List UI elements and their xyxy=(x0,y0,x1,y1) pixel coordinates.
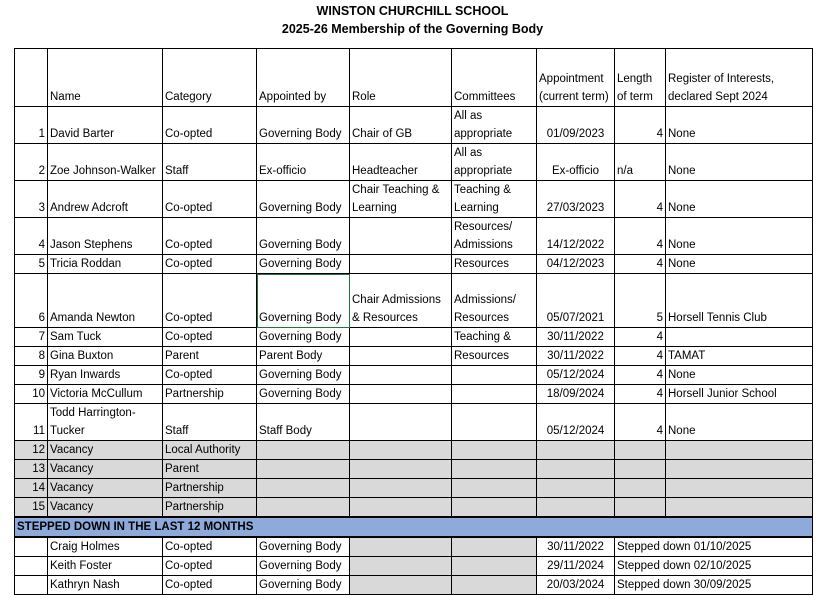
school-title: WINSTON CHURCHILL SCHOOL xyxy=(316,4,509,18)
vacancy-number-cell[interactable]: 15 xyxy=(15,498,48,518)
member-appointed-by-cell[interactable]: Governing Body xyxy=(257,328,350,347)
vacancy-empty-cell[interactable] xyxy=(452,479,537,498)
member-appointment-cell[interactable]: 18/09/2024 xyxy=(537,385,615,404)
member-number-cell[interactable]: 6 xyxy=(15,274,48,328)
vacancy-empty-cell[interactable] xyxy=(537,479,615,498)
stepped-down-appointment-cell[interactable]: 30/11/2022 xyxy=(537,537,615,557)
vacancy-empty-cell[interactable] xyxy=(615,460,666,479)
sheet-subtitle: 2025-26 Membership of the Governing Body xyxy=(281,22,544,36)
vacancy-empty-cell[interactable] xyxy=(615,441,666,460)
member-appointment-cell[interactable]: 30/11/2022 xyxy=(537,347,615,366)
vacancy-empty-cell[interactable] xyxy=(537,441,615,460)
stepped-down-status-cell[interactable]: Stepped down 02/10/2025 xyxy=(615,557,813,576)
member-length-cell[interactable]: 4 xyxy=(615,347,666,366)
member-role-cell[interactable] xyxy=(350,404,452,441)
member-appointment-cell[interactable]: 05/12/2024 xyxy=(537,404,615,441)
member-category-cell[interactable]: Co-opted xyxy=(163,328,257,347)
member-role-cell[interactable] xyxy=(350,218,452,255)
header-row xyxy=(15,49,813,107)
member-row xyxy=(15,181,813,218)
member-committees-cell[interactable] xyxy=(452,385,537,404)
stepped-down-appointment-cell[interactable]: 29/11/2024 xyxy=(537,557,615,576)
member-category-cell[interactable]: Co-opted xyxy=(163,181,257,218)
stepped-down-appointed-by-cell[interactable]: Governing Body xyxy=(257,557,350,576)
member-interests-cell[interactable]: Horsell Tennis Club xyxy=(666,274,813,328)
stepped-down-row xyxy=(15,576,813,595)
stepped-down-status-cell[interactable]: Stepped down 30/09/2025 xyxy=(615,576,813,595)
stepped-down-category-cell[interactable]: Co-opted xyxy=(163,537,257,557)
vacancy-category-cell[interactable]: Partnership xyxy=(163,479,257,498)
vacancy-empty-cell[interactable] xyxy=(257,441,350,460)
vacancy-number-cell[interactable]: 13 xyxy=(15,460,48,479)
stepped-down-category-cell[interactable]: Co-opted xyxy=(163,576,257,595)
stepped-down-committees-cell[interactable] xyxy=(452,576,537,595)
member-role-cell[interactable] xyxy=(350,366,452,385)
member-row xyxy=(15,107,813,144)
vacancy-category-cell[interactable]: Parent xyxy=(163,460,257,479)
vacancy-name-cell[interactable]: Vacancy xyxy=(48,498,163,518)
member-committees-cell[interactable]: Resources xyxy=(452,255,537,274)
member-appointed-by-cell[interactable]: Governing Body xyxy=(257,218,350,255)
appointment-header-cell[interactable]: Appointment (current term) xyxy=(537,49,615,107)
member-role-cell[interactable]: Chair Admissions & Resources xyxy=(350,274,452,328)
member-row xyxy=(15,404,813,441)
member-length-cell[interactable]: n/a xyxy=(615,144,666,181)
member-appointed-by-cell[interactable]: Staff Body xyxy=(257,404,350,441)
member-category-cell[interactable]: Co-opted xyxy=(163,274,257,328)
member-category-cell[interactable]: Co-opted xyxy=(163,107,257,144)
vacancy-number-cell[interactable]: 12 xyxy=(15,441,48,460)
member-category-cell[interactable]: Parent xyxy=(163,347,257,366)
vacancy-empty-cell[interactable] xyxy=(257,479,350,498)
member-name-cell[interactable]: Jason Stephens xyxy=(48,218,163,255)
member-row xyxy=(15,144,813,181)
member-committees-cell[interactable] xyxy=(452,404,537,441)
vacancy-name-cell[interactable]: Vacancy xyxy=(48,460,163,479)
vacancy-name-cell[interactable]: Vacancy xyxy=(48,441,163,460)
member-role-cell[interactable] xyxy=(350,328,452,347)
member-interests-cell[interactable]: None xyxy=(666,366,813,385)
vacancy-number-cell[interactable]: 14 xyxy=(15,479,48,498)
stepped-down-name-cell[interactable]: Craig Holmes xyxy=(48,537,163,557)
member-number-cell[interactable]: 11 xyxy=(15,404,48,441)
member-name-cell[interactable]: Tricia Roddan xyxy=(48,255,163,274)
member-interests-cell[interactable]: TAMAT xyxy=(666,347,813,366)
member-length-cell[interactable]: 4 xyxy=(615,181,666,218)
governing-body-table xyxy=(14,48,813,595)
member-appointed-by-cell[interactable]: Governing Body xyxy=(257,181,350,218)
member-role-cell[interactable]: Chair Teaching & Learning xyxy=(350,181,452,218)
member-appointed-by-cell[interactable]: Governing Body xyxy=(257,255,350,274)
member-role-cell[interactable]: Chair of GB xyxy=(350,107,452,144)
member-name-cell[interactable]: Zoe Johnson-Walker xyxy=(48,144,163,181)
stepped-down-committees-cell[interactable] xyxy=(452,537,537,557)
vacancy-empty-cell[interactable] xyxy=(537,460,615,479)
member-row xyxy=(15,347,813,366)
vacancy-empty-cell[interactable] xyxy=(666,479,813,498)
member-category-cell[interactable]: Co-opted xyxy=(163,218,257,255)
member-committees-cell[interactable]: Teaching & xyxy=(452,328,537,347)
member-appointed-by-cell[interactable]: Ex-officio xyxy=(257,144,350,181)
vacancy-row xyxy=(15,498,813,518)
member-number-cell[interactable]: 10 xyxy=(15,385,48,404)
member-appointed-by-cell[interactable]: Governing Body xyxy=(257,274,350,328)
vacancy-empty-cell[interactable] xyxy=(615,498,666,518)
member-name-cell[interactable]: Andrew Adcroft xyxy=(48,181,163,218)
vacancy-category-cell[interactable]: Partnership xyxy=(163,498,257,518)
stepped-down-role-cell[interactable] xyxy=(350,576,452,595)
member-role-cell[interactable] xyxy=(350,385,452,404)
member-category-cell[interactable]: Staff xyxy=(163,404,257,441)
vacancy-row xyxy=(15,441,813,460)
member-appointment-cell[interactable]: 05/07/2021 xyxy=(537,274,615,328)
member-length-cell[interactable]: 4 xyxy=(615,404,666,441)
stepped-down-number-cell[interactable] xyxy=(15,576,48,595)
member-committees-cell[interactable]: Teaching & Learning xyxy=(452,181,537,218)
member-length-cell[interactable]: 4 xyxy=(615,385,666,404)
vacancy-empty-cell[interactable] xyxy=(350,460,452,479)
member-category-cell[interactable]: Partnership xyxy=(163,385,257,404)
member-interests-cell[interactable]: Horsell Junior School xyxy=(666,385,813,404)
member-category-cell[interactable]: Staff xyxy=(163,144,257,181)
member-interests-cell[interactable] xyxy=(666,328,813,347)
committees-header-cell[interactable]: Committees xyxy=(452,49,537,107)
member-name-cell[interactable]: Gina Buxton xyxy=(48,347,163,366)
member-committees-cell[interactable]: Admissions/ Resources xyxy=(452,274,537,328)
interests-header-cell[interactable]: Register of Interests, declared Sept 2024 xyxy=(666,49,813,107)
member-interests-cell[interactable]: None xyxy=(666,144,813,181)
stepped-down-heading[interactable]: STEPPED DOWN IN THE LAST 12 MONTHS xyxy=(15,517,813,537)
member-appointment-cell[interactable]: 01/09/2023 xyxy=(537,107,615,144)
member-number-cell[interactable]: 8 xyxy=(15,347,48,366)
vacancy-empty-cell[interactable] xyxy=(350,441,452,460)
vacancy-empty-cell[interactable] xyxy=(452,460,537,479)
member-length-cell[interactable]: 4 xyxy=(615,255,666,274)
member-category-cell[interactable]: Co-opted xyxy=(163,366,257,385)
member-appointment-cell[interactable]: 27/03/2023 xyxy=(537,181,615,218)
member-appointed-by-cell[interactable]: Governing Body xyxy=(257,107,350,144)
member-length-cell[interactable]: 4 xyxy=(615,218,666,255)
vacancy-row xyxy=(15,479,813,498)
member-appointment-cell[interactable]: 14/12/2022 xyxy=(537,218,615,255)
member-interests-cell[interactable]: None xyxy=(666,404,813,441)
member-length-cell[interactable]: 4 xyxy=(615,107,666,144)
member-length-cell[interactable]: 4 xyxy=(615,366,666,385)
member-number-cell[interactable]: 4 xyxy=(15,218,48,255)
member-role-cell[interactable] xyxy=(350,255,452,274)
member-committees-cell[interactable] xyxy=(452,366,537,385)
member-appointment-cell[interactable]: Ex-officio xyxy=(537,144,615,181)
member-length-cell[interactable]: 5 xyxy=(615,274,666,328)
member-appointed-by-cell[interactable]: Governing Body xyxy=(257,385,350,404)
member-row xyxy=(15,328,813,347)
vacancy-name-cell[interactable]: Vacancy xyxy=(48,479,163,498)
member-row xyxy=(15,218,813,255)
role-header-cell[interactable]: Role xyxy=(350,49,452,107)
vacancy-empty-cell[interactable] xyxy=(350,479,452,498)
member-committees-cell[interactable]: All as appropriate xyxy=(452,144,537,181)
stepped-down-row xyxy=(15,537,813,557)
stepped-down-name-cell[interactable]: Keith Foster xyxy=(48,557,163,576)
category-header-cell[interactable]: Category xyxy=(163,49,257,107)
member-committees-cell[interactable]: All as appropriate xyxy=(452,107,537,144)
member-category-cell[interactable]: Co-opted xyxy=(163,255,257,274)
number-header-cell[interactable] xyxy=(15,49,48,107)
vacancy-empty-cell[interactable] xyxy=(666,441,813,460)
member-appointment-cell[interactable]: 30/11/2022 xyxy=(537,328,615,347)
member-appointed-by-cell[interactable]: Parent Body xyxy=(257,347,350,366)
member-row xyxy=(15,255,813,274)
member-appointment-cell[interactable]: 04/12/2023 xyxy=(537,255,615,274)
member-number-cell[interactable]: 2 xyxy=(15,144,48,181)
member-interests-cell[interactable]: None xyxy=(666,107,813,144)
member-name-cell[interactable]: Amanda Newton xyxy=(48,274,163,328)
vacancy-empty-cell[interactable] xyxy=(666,460,813,479)
member-interests-cell[interactable]: None xyxy=(666,255,813,274)
name-header-cell[interactable]: Name xyxy=(48,49,163,107)
stepped-down-role-cell[interactable] xyxy=(350,537,452,557)
member-number-cell[interactable]: 5 xyxy=(15,255,48,274)
vacancy-empty-cell[interactable] xyxy=(350,498,452,518)
member-length-cell[interactable]: 4 xyxy=(615,328,666,347)
member-name-cell[interactable]: David Barter xyxy=(48,107,163,144)
stepped-down-number-cell[interactable] xyxy=(15,557,48,576)
member-role-cell[interactable]: Headteacher xyxy=(350,144,452,181)
length-header-cell[interactable]: Length of term xyxy=(615,49,666,107)
member-row xyxy=(15,366,813,385)
stepped-down-category-cell[interactable]: Co-opted xyxy=(163,557,257,576)
stepped-down-name-cell[interactable]: Kathryn Nash xyxy=(48,576,163,595)
member-committees-cell[interactable]: Resources/ Admissions xyxy=(452,218,537,255)
stepped-down-role-cell[interactable] xyxy=(350,557,452,576)
member-appointed-by-cell[interactable]: Governing Body xyxy=(257,366,350,385)
member-interests-cell[interactable]: None xyxy=(666,181,813,218)
member-number-cell[interactable]: 9 xyxy=(15,366,48,385)
stepped-down-appointed-by-cell[interactable]: Governing Body xyxy=(257,576,350,595)
vacancy-empty-cell[interactable] xyxy=(537,498,615,518)
member-name-cell[interactable]: Victoria McCullum xyxy=(48,385,163,404)
stepped-down-appointment-cell[interactable]: 20/03/2024 xyxy=(537,576,615,595)
stepped-down-status-cell[interactable]: Stepped down 01/10/2025 xyxy=(615,537,813,557)
table-body xyxy=(15,49,813,595)
member-appointment-cell[interactable]: 05/12/2024 xyxy=(537,366,615,385)
member-number-cell[interactable]: 7 xyxy=(15,328,48,347)
member-name-cell[interactable]: Todd Harrington-Tucker xyxy=(48,404,163,441)
stepped-down-appointed-by-cell[interactable]: Governing Body xyxy=(257,537,350,557)
vacancy-empty-cell[interactable] xyxy=(452,441,537,460)
vacancy-empty-cell[interactable] xyxy=(257,498,350,518)
appointed-by-header-cell[interactable]: Appointed by xyxy=(257,49,350,107)
vacancy-empty-cell[interactable] xyxy=(666,498,813,518)
member-row xyxy=(15,385,813,404)
member-committees-cell[interactable]: Resources xyxy=(452,347,537,366)
stepped-down-heading-row xyxy=(15,517,813,537)
vacancy-empty-cell[interactable] xyxy=(452,498,537,518)
member-name-cell[interactable]: Ryan Inwards xyxy=(48,366,163,385)
member-number-cell[interactable]: 3 xyxy=(15,181,48,218)
member-interests-cell[interactable]: None xyxy=(666,218,813,255)
member-name-cell[interactable]: Sam Tuck xyxy=(48,328,163,347)
member-number-cell[interactable]: 1 xyxy=(15,107,48,144)
vacancy-row xyxy=(15,460,813,479)
vacancy-empty-cell[interactable] xyxy=(257,460,350,479)
stepped-down-committees-cell[interactable] xyxy=(452,557,537,576)
vacancy-category-cell[interactable]: Local Authority xyxy=(163,441,257,460)
member-role-cell[interactable] xyxy=(350,347,452,366)
vacancy-empty-cell[interactable] xyxy=(615,479,666,498)
stepped-down-row xyxy=(15,557,813,576)
member-row xyxy=(15,274,813,328)
stepped-down-number-cell[interactable] xyxy=(15,537,48,557)
